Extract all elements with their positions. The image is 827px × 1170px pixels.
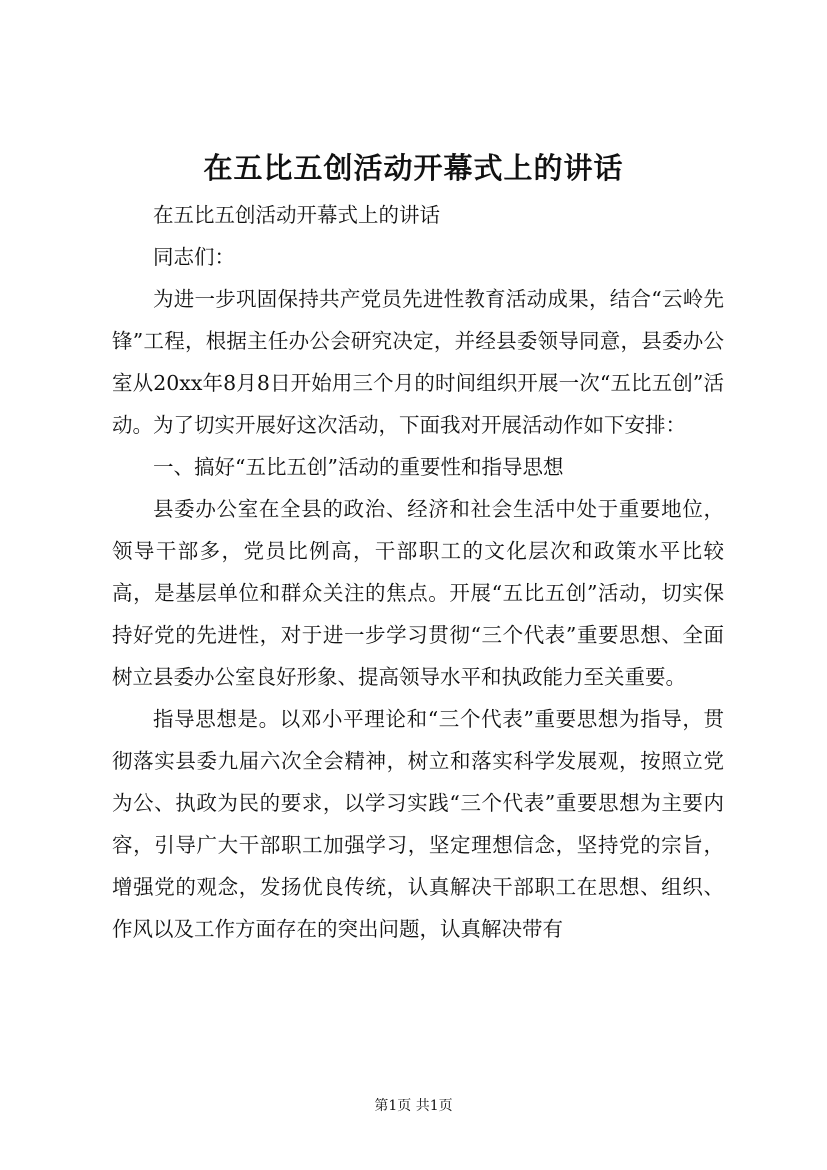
document-body xyxy=(112,194,724,950)
section-heading-1: 一、搞好“五比五创”活动的重要性和指导思想 xyxy=(153,455,564,479)
paragraph-subtitle: 在五比五创活动开幕式上的讲话 xyxy=(153,203,440,227)
paragraph-importance: 县委办公室在全县的政治、经济和社会生活中处于重要地位，领导干部多，党员比例高，干部职工的文化层次和政策水平比较高，是基层单位和群众关注的焦点。开展“五比五创”活动，切实保持好党的先进性，对于进一步学习贯彻“三个代表”重要思想、全面树立县委办公室良好形象、提高领导水平和执政能力至关重要。 xyxy=(112,497,724,689)
page-footer: 第1页 共1页 xyxy=(374,1098,453,1114)
paragraph-guiding-thought: 指导思想是。以邓小平理论和“三个代表”重要思想为指导，贯彻落实县委九届六次全会精神，树立和落实科学发展观，按照立党为公、执政为民的要求，以学习实践“三个代表”重要思想为主要内容，引导广大干部职工加强学习，坚定理想信念，坚持党的宗旨，增强党的观念，发扬优良传统，认真解决干部职工在思想、组织、作风以及工作方面存在的突出问题，认真解决带有 xyxy=(112,707,724,941)
paragraph-salutation: 同志们： xyxy=(153,245,235,269)
paragraph-intro: 为进一步巩固保持共产党员先进性教育活动成果，结合“云岭先锋”工程，根据主任办公会研究决定，并经县委领导同意，县委办公室从20xx年8月8日开始用三个月的时间组织开展一次“五比五创”活动。为了切实开展好这次活动，下面我对开展活动作如下安排： xyxy=(112,287,724,437)
document-title: 在五比五创活动开幕式上的讲话 xyxy=(203,151,624,185)
